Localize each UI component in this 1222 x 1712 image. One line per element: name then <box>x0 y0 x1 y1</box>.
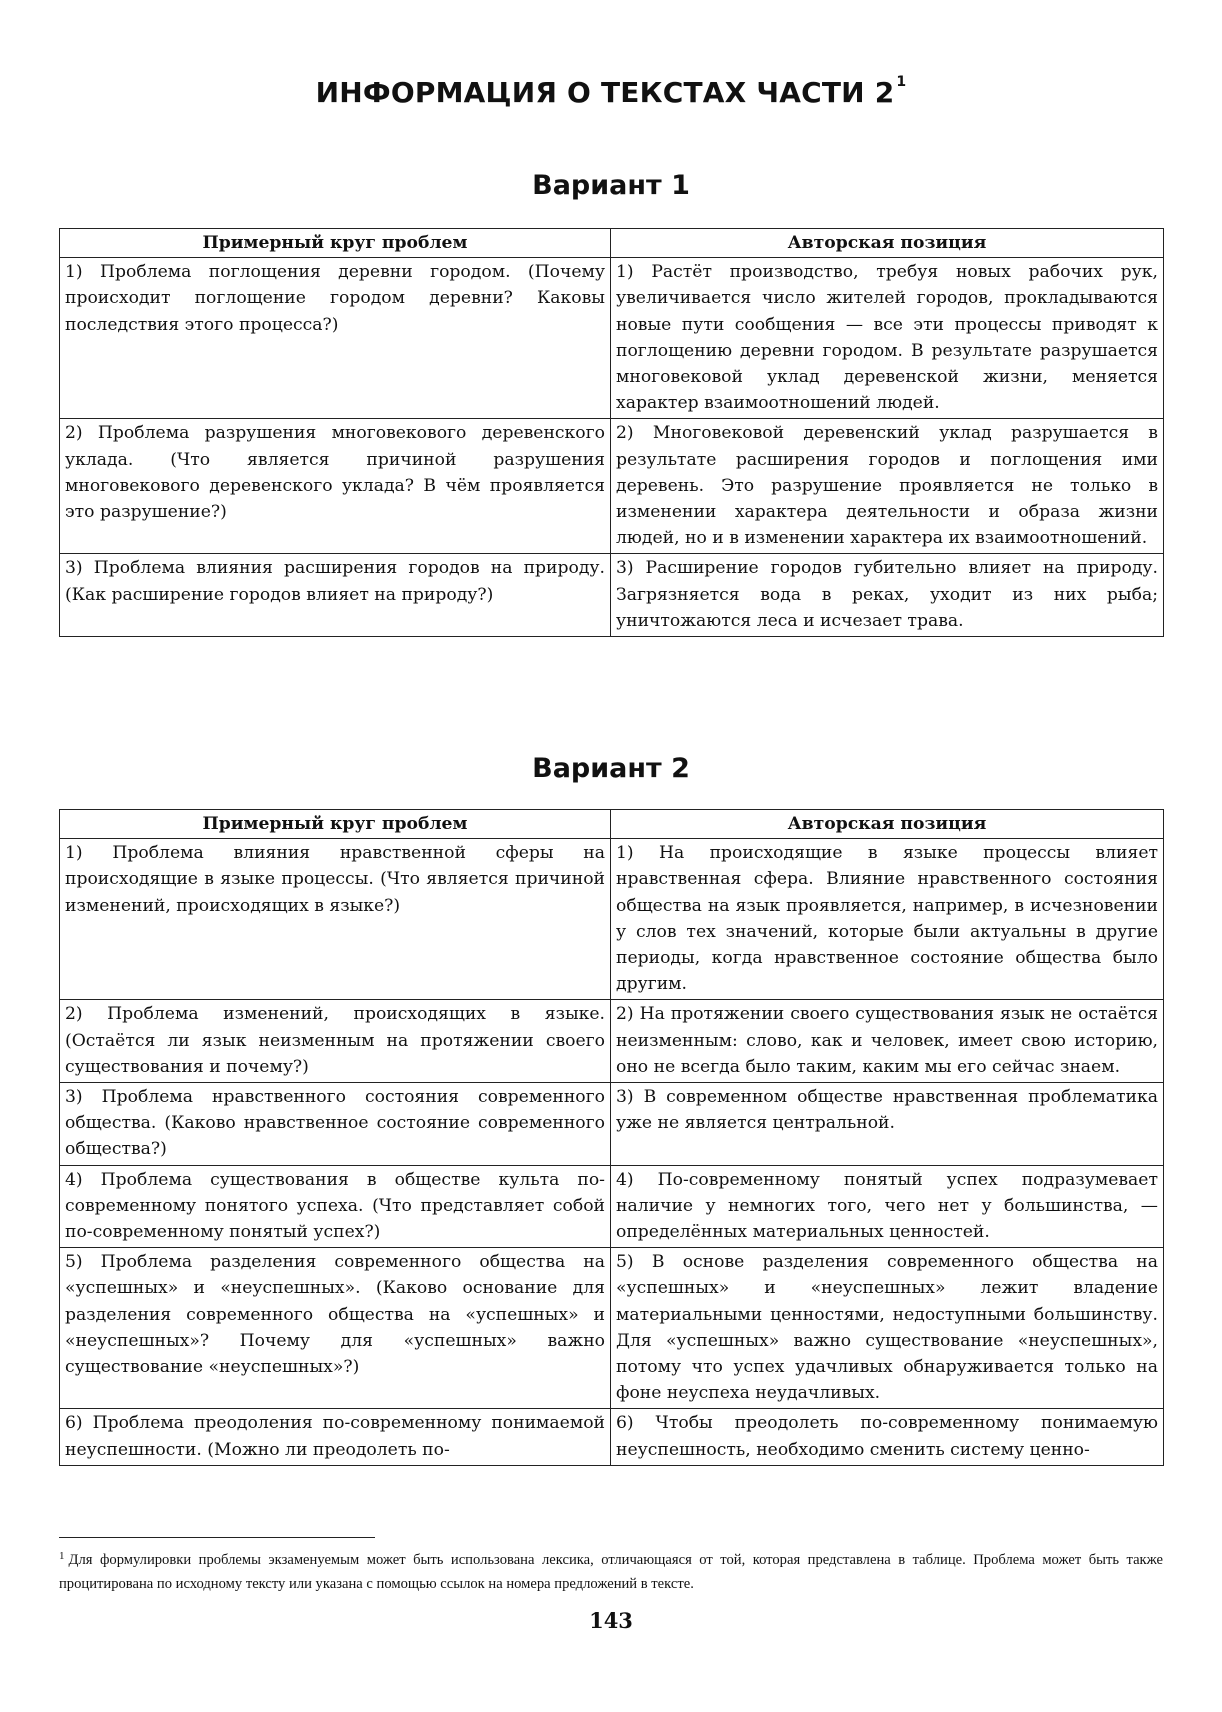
problem-cell: 1) Проблема влияния нравственной сферы на происходящие в языке процессы. (Что является причиной изменений, происходящих в языке?) <box>60 839 611 1000</box>
table-header-row <box>60 810 1164 839</box>
position-cell: 3) В современном обществе нравственная проблематика уже не является центральной. <box>611 1083 1164 1166</box>
table-row <box>60 1083 1164 1166</box>
table-row <box>60 1409 1164 1465</box>
footnote <box>59 1548 1163 1596</box>
variant2-title: Вариант 2 <box>532 753 690 784</box>
problem-cell: 5) Проблема разделения современного общества на «успешных» и «неуспешных». (Каково основание для разделения современного общества на «успешных» и «неуспешных»? Почему для «успешных» важно существование «неуспешных»?) <box>60 1248 611 1409</box>
position-cell: 3) Расширение городов губительно влияет на природу. Загрязняется вода в реках, уходит из них рыба; уничтожаются леса и исчезает трава. <box>611 554 1164 637</box>
page-title-text: ИНФОРМАЦИЯ О ТЕКСТАХ ЧАСТИ 2 <box>315 76 895 109</box>
table-row <box>60 1165 1164 1248</box>
table-row <box>60 839 1164 1000</box>
position-cell: 2) На протяжении своего существования язык не остаётся неизменным: слово, как и человек, имеет свою историю, оно не всегда было таким, каким мы его сейчас знаем. <box>611 1000 1164 1083</box>
column-header-problems: Примерный круг проблем <box>60 810 611 839</box>
footnote-mark: 1 <box>59 1550 65 1562</box>
title-footnote-mark: 1 <box>896 74 907 90</box>
column-header-position: Авторская позиция <box>611 810 1164 839</box>
footnote-divider <box>59 1537 375 1538</box>
table-row <box>60 1000 1164 1083</box>
position-cell: 1) На происходящие в языке процессы влияет нравственная сфера. Влияние нравственного состояния общества на язык проявляется, например, в исчезновении у слов тех значений, которые были актуальны в другие периоды, когда нравственное состояние общества было другим. <box>611 839 1164 1000</box>
position-cell: 2) Многовековой деревенский уклад разрушается в результате расширения городов и поглощения ими деревень. Это разрушение проявляется не только в изменении характера деятельности и образа жизни людей, но и в изменении характера их взаимоотношений. <box>611 419 1164 554</box>
position-cell: 4) По-современному понятый успех подразумевает наличие у немногих того, чего нет у большинства, — определённых материальных ценностей. <box>611 1165 1164 1248</box>
position-cell: 5) В основе разделения современного общества на «успешных» и «неуспешных» лежит владение материальными ценностями, недоступными большинству. Для «успешных» важно существование «неуспешных», потому что успех удачливых обнаруживается только на фоне неуспеха неудачливых. <box>611 1248 1164 1409</box>
column-header-problems: Примерный круг проблем <box>60 229 611 258</box>
position-cell: 1) Растёт производство, требуя новых рабочих рук, увеличивается число жителей городов, прокладываются новые пути сообщения — все эти процессы приводят к поглощению деревни городом. В результате разрушается многовековой уклад деревенской жизни, меняется характер взаимоотношений людей. <box>611 258 1164 419</box>
footnote-text: Для формулировки проблемы экзаменуемым может быть использована лексика, отличающаяся от той, которая представлена в таблице. Проблема может быть также процитирована по исходному тексту или указана с помощью ссылок на номера предложений в тексте. <box>59 1552 1163 1592</box>
table-row <box>60 1248 1164 1409</box>
problem-cell: 6) Проблема преодоления по-современному понимаемой неуспешности. (Можно ли преодолеть по- <box>60 1409 611 1465</box>
problem-cell: 1) Проблема поглощения деревни городом. (Почему происходит поглощение городом деревни? Каковы последствия этого процесса?) <box>60 258 611 419</box>
position-cell: 6) Чтобы преодолеть по-современному понимаемую неуспешность, необходимо сменить систему ценно- <box>611 1409 1164 1465</box>
column-header-position: Авторская позиция <box>611 229 1164 258</box>
page-number: 143 <box>589 1608 633 1633</box>
variant1-title: Вариант 1 <box>532 170 690 201</box>
problem-cell: 3) Проблема влияния расширения городов на природу. (Как расширение городов влияет на природу?) <box>60 554 611 637</box>
problem-cell: 2) Проблема изменений, происходящих в языке. (Остаётся ли язык неизменным на протяжении своего существования и почему?) <box>60 1000 611 1083</box>
variant2-table <box>59 809 1164 1466</box>
problem-cell: 2) Проблема разрушения многовекового деревенского уклада. (Что является причиной разрушения многовекового деревенского уклада? В чём проявляется это разрушение?) <box>60 419 611 554</box>
problem-cell: 3) Проблема нравственного состояния современного общества. (Каково нравственное состояние современного общества?) <box>60 1083 611 1166</box>
problem-cell: 4) Проблема существования в обществе культа по-современному понятого успеха. (Что представляет собой по-современному понятый успех?) <box>60 1165 611 1248</box>
